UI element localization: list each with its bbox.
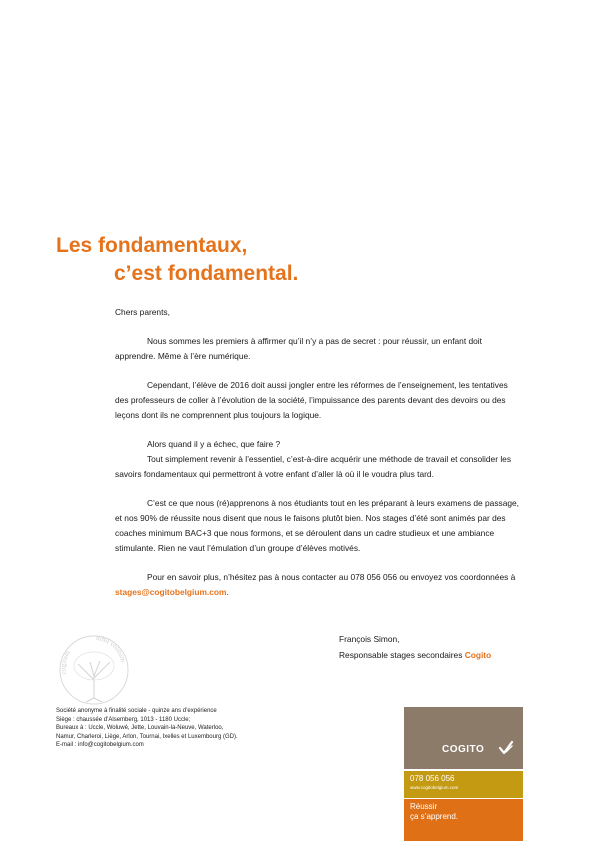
- title-line-1: Les fondamentaux,: [56, 234, 248, 257]
- email-link[interactable]: stages@cogitobelgium.com: [115, 587, 227, 597]
- letter-body: [115, 305, 520, 600]
- paragraph-6: [115, 570, 520, 600]
- company-line-3: Bureaux à : Uccle, Woluwé, Jette, Louvain-la-Neuve, Waterloo,: [56, 725, 224, 732]
- phone-number[interactable]: 078 056 056: [410, 774, 455, 783]
- salutation: Chers parents,: [115, 307, 170, 317]
- paragraph-2: Cependant, l’élève de 2016 doit aussi jongler entre les réformes de l’enseignement, les tentatives des professeurs de coller à l’évolution de la société, l’impuissance des parents devant des devoirs ou des leçons dont ils ne comprennent plus toujours la logique.: [115, 380, 508, 420]
- company-email[interactable]: E-mail : info@cogitobelgium.com: [56, 742, 144, 749]
- signer-role: Responsable stages secondaires: [339, 650, 465, 660]
- signer-name: François Simon,: [339, 634, 400, 644]
- company-line-4: Namur, Charleroi, Liège, Arlon, Tournai, Ixelles et Luxembourg (GD).: [56, 733, 238, 740]
- paragraph-3: Alors quand il y a échec, que faire ?: [147, 439, 281, 449]
- signer-role-line: [339, 647, 491, 663]
- website-url[interactable]: www.cogitobelgium.com: [410, 785, 459, 790]
- tagline-line-1: Réussir: [410, 802, 438, 811]
- signature: [339, 631, 491, 663]
- phone-block: [404, 771, 523, 798]
- logo-block: [404, 707, 523, 769]
- company-line-2: Siège : chaussée d’Alsemberg, 1013 - 1180 Uccle;: [56, 716, 191, 723]
- tagline-line-2: ça s’apprend.: [410, 812, 459, 821]
- paragraph-1: Nous sommes les premiers à affirmer qu’il n’y a pas de secret : pour réussir, un enfant doit apprendre. Même à l’ère numérique.: [115, 336, 482, 361]
- company-line-1: Société anonyme à finalité sociale - quinze ans d’expérience: [56, 708, 217, 714]
- cogito-logo: COGITO: [442, 744, 485, 755]
- signer-brand: Cogito: [464, 650, 492, 660]
- tagline: [410, 802, 458, 822]
- company-info: [56, 707, 238, 750]
- tree-seal-icon: [56, 630, 132, 706]
- seal-top-text: cogitum: [59, 649, 72, 676]
- letter-title: [56, 232, 298, 288]
- paragraph-5: C’est ce que nous (ré)apprenons à nos étudiants tout en les préparant à leurs examens de passage, et nos 90% de réussite nous disent que nous le faisons plutôt bien. Nos stages d’été sont animés par des coaches minimum BAC+3 que nous formons, et se déroulent dans un cadre studieux et une ambiance stimulante. Rien ne vaut l’émulation d’un groupe d’élèves motivés.: [115, 498, 519, 553]
- contact-text: Pour en savoir plus, n’hésitez pas à nous contacter au 078 056 056 ou envoyez vos coordonnées à: [147, 572, 516, 582]
- title-line-2: c’est fondamental.: [114, 262, 299, 285]
- contact-end: .: [226, 587, 229, 597]
- paragraph-4: Tout simplement revenir à l’essentiel, c’est-à-dire acquérir une méthode de travail et consolider les savoirs fondamentaux qui permettront à votre enfant d’aller là où il le voudra plus tard.: [115, 454, 512, 479]
- tagline-block: [404, 799, 523, 841]
- checkmark-icon: [498, 740, 514, 756]
- seal-right-text: nihil volitum: [95, 633, 128, 663]
